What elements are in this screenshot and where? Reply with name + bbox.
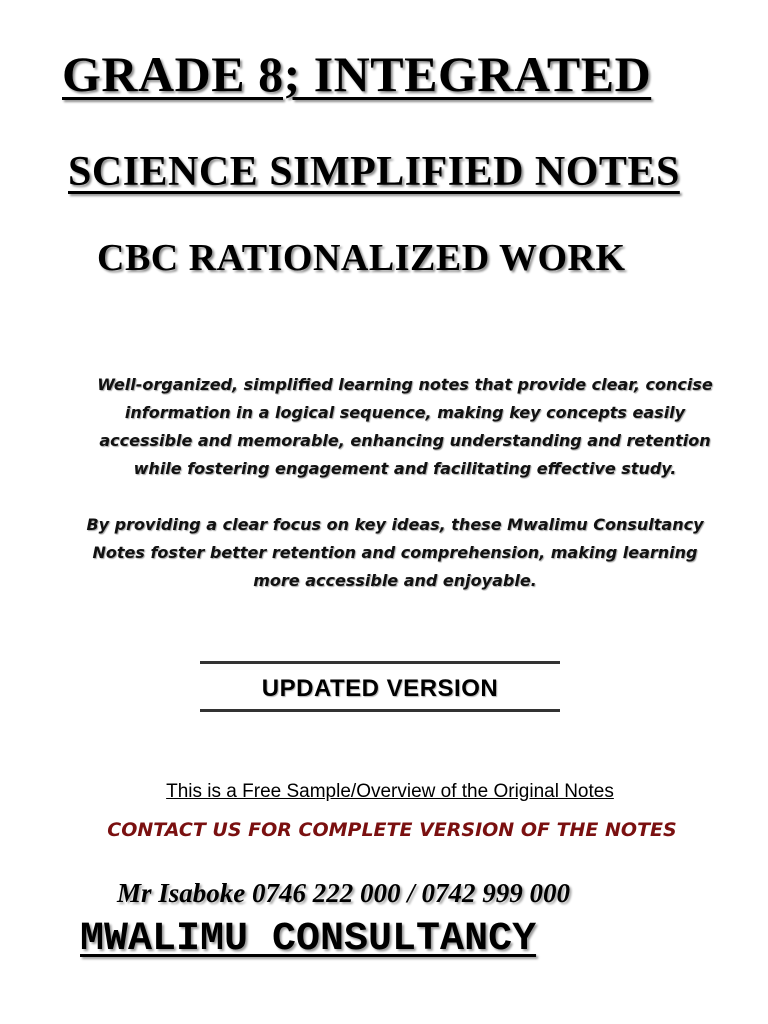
contact-phone-line: Mr Isaboke 0746 222 000 / 0742 999 000	[117, 878, 571, 908]
version-banner-label: UPDATED VERSION	[261, 675, 499, 702]
description-paragraph-2: By providing a clear focus on key ideas, these Mwalimu Consultancy Notes foster better retention and comprehension, making learning more accessible and enjoyable.	[86, 515, 704, 590]
description-paragraph-1: Well-organized, simplified learning notes that provide clear, concise information in a logical sequence, making key concepts easily accessible and memorable, enhancing understanding and retention while fostering engagement and facilitating effective study.	[97, 375, 713, 478]
version-banner-top-rule	[200, 661, 560, 664]
contact-call-to-action: CONTACT US FOR COMPLETE VERSION OF THE NOTES	[107, 819, 677, 841]
title-curriculum-line: CBC RATIONALIZED WORK	[97, 237, 626, 279]
title-grade-line: GRADE 8; INTEGRATED	[62, 46, 652, 102]
company-name: MWALIMU CONSULTANCY	[80, 917, 537, 962]
sample-note: This is a Free Sample/Overview of the Original Notes	[166, 781, 614, 802]
version-banner-bottom-rule	[200, 709, 560, 712]
title-subject-line: SCIENCE SIMPLIFIED NOTES	[68, 149, 680, 195]
